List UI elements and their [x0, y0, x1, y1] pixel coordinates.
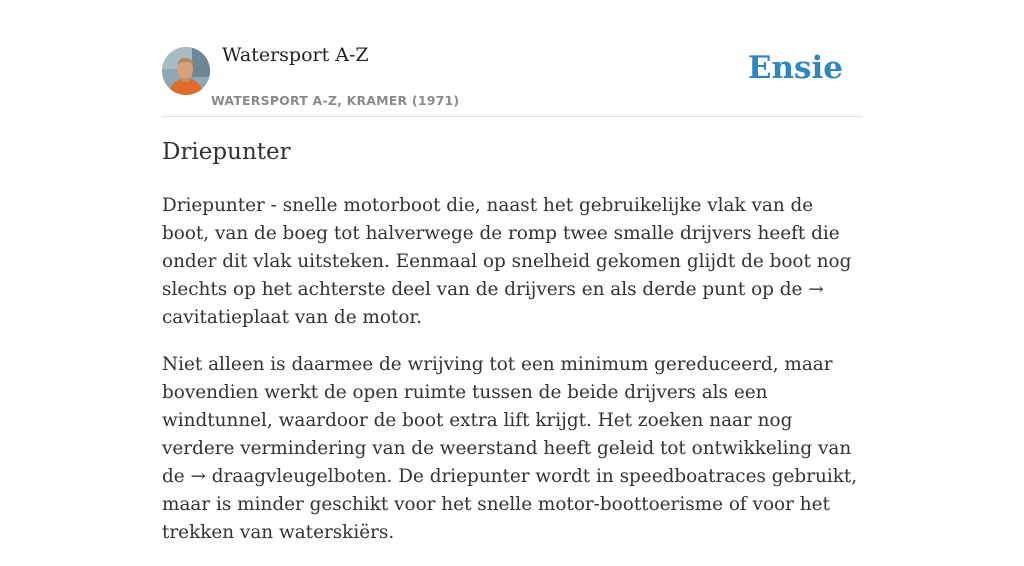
entry-title: Driepunter	[162, 139, 291, 165]
paragraph-text: Niet alleen is daarmee de wrijving tot een minimum gereduceerd, maar bovendien werkt de open ruimte tussen de beide drijvers als een windtunnel, waardoor de boot extra lift krijgt. Het zoeken naar nog verdere vermindering van de weerstand heeft geleid tot ontwikkeling van de	[162, 354, 852, 487]
paragraph	[162, 351, 862, 547]
source-title[interactable]: Watersport A-Z	[222, 44, 369, 66]
entry-header	[162, 0, 862, 117]
entry-page	[162, 0, 862, 543]
avatar-image	[162, 47, 210, 95]
paragraph	[162, 192, 862, 332]
entry-body	[162, 192, 862, 566]
source-subtitle: WATERSPORT A-Z, KRAMER (1971)	[211, 93, 460, 108]
paragraph-text: Driepunter - snelle motorboot die, naast het gebruikelijke vlak van de boot, van de boeg tot halverwege de romp twee smalle drijvers heeft die onder dit vlak uitsteken. Eenmaal op snelheid gekomen glijdt de boot nog slechts op het achterste deel van de drijvers en als derde punt op de	[162, 195, 852, 300]
brand-logo[interactable]: Ensie	[747, 50, 843, 86]
paragraph-text: . De driepunter wordt in speedboatraces gebruikt, maar is minder geschikt voor het snelle motor-boottoerisme of voor het trekken van waterskiërs.	[162, 466, 858, 543]
reference-link[interactable]: → cavitatieplaat	[162, 279, 824, 328]
reference-link[interactable]: → draagvleugelboten	[190, 466, 387, 487]
avatar[interactable]	[162, 47, 210, 95]
paragraph-text: van de motor.	[289, 307, 423, 328]
